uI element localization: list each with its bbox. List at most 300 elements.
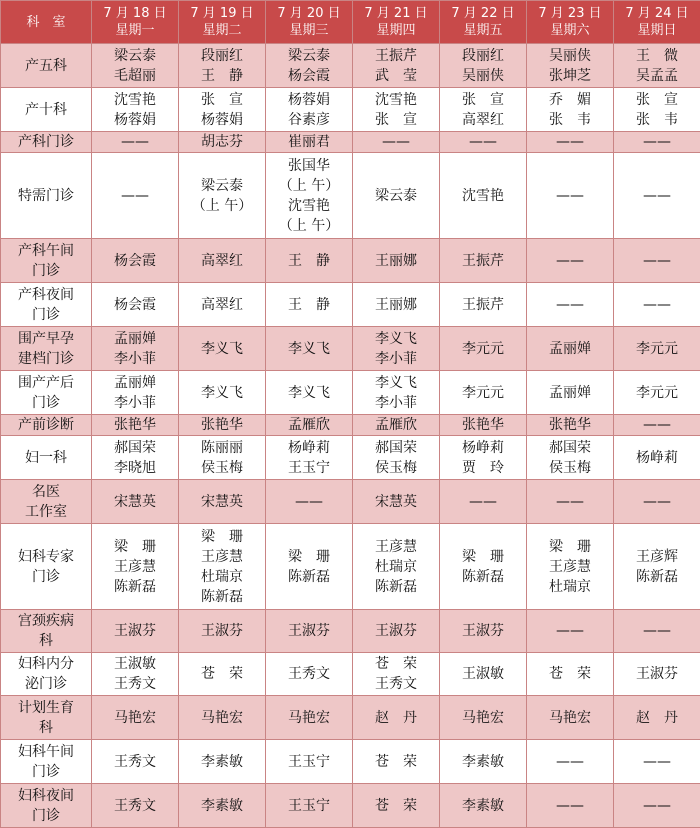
doctor-name: —— [528,621,612,641]
doctor-name: —— [615,186,699,206]
duty-cell [92,653,179,696]
doctor-name: 李素敏 [441,796,525,816]
doctor-name: 梁云泰 [267,46,351,66]
duty-cell [179,696,266,740]
doctor-name: 王淑芬 [441,621,525,641]
duty-cell [527,740,614,784]
duty-cell [92,44,179,88]
duty-cell [353,153,440,239]
doctor-name: 王秀文 [93,796,177,816]
doctor-name: 王秀文 [354,674,438,694]
doctor-name: 郝国荣 [354,438,438,458]
duty-cell [440,480,527,524]
duty-cell [266,784,353,828]
doctor-name: 李义飞 [180,383,264,403]
dept-cell [1,696,92,740]
duty-cell [440,653,527,696]
duty-cell [353,415,440,436]
doctor-name: 李素敏 [180,752,264,772]
duty-cell [527,153,614,239]
table-row [1,524,700,610]
dept-label: 妇科专家 [2,547,90,567]
dept-label: 工作室 [2,502,90,522]
doctor-name: （上 午） [267,216,351,236]
dept-cell [1,153,92,239]
day-weekday: 星期五 [441,22,525,39]
doctor-name: 梁云泰 [180,176,264,196]
table-row [1,239,700,283]
duty-cell [527,44,614,88]
doctor-name: 杨峥莉 [441,438,525,458]
duty-cell [440,239,527,283]
doctor-name: —— [615,251,699,271]
duty-cell [614,524,700,610]
duty-cell [527,524,614,610]
dept-label: 计划生育 [2,698,90,718]
doctor-name: 郝国荣 [528,438,612,458]
duty-cell [92,696,179,740]
doctor-name: 王淑敏 [441,664,525,684]
table-row [1,283,700,327]
dept-header: 科 室 [1,1,92,44]
doctor-name: 张 韦 [528,110,612,130]
duty-cell [353,132,440,153]
doctor-name: 李素敏 [180,796,264,816]
dept-label: 门诊 [2,393,90,413]
doctor-name: 梁 珊 [180,527,264,547]
duty-cell [614,696,700,740]
duty-cell [179,740,266,784]
doctor-name: —— [93,132,177,152]
day-weekday: 星期日 [615,22,699,39]
duty-cell [527,436,614,480]
doctor-name: —— [615,132,699,152]
duty-cell [92,153,179,239]
doctor-name: （上 午） [180,196,264,216]
doctor-name: 王玉宁 [267,752,351,772]
doctor-name: 张艳华 [93,415,177,435]
doctor-name: 赵 丹 [354,708,438,728]
doctor-name: 李小菲 [354,349,438,369]
doctor-name: 梁 珊 [267,547,351,567]
duty-cell [527,132,614,153]
day-header [527,1,614,44]
dept-label: 科 [2,631,90,651]
doctor-name: —— [354,132,438,152]
doctor-name: 王秀文 [93,752,177,772]
doctor-name: 王淑敏 [93,654,177,674]
table-row [1,44,700,88]
day-date: 7 月 22 日 [441,5,525,22]
doctor-name: —— [528,132,612,152]
duty-cell [440,524,527,610]
doctor-name: 李元元 [615,339,699,359]
doctor-name: 张 宣 [441,90,525,110]
doctor-name: —— [528,752,612,772]
doctor-name: 王 静 [267,251,351,271]
duty-cell [527,610,614,653]
duty-cell [527,371,614,415]
table-row [1,610,700,653]
duty-cell [527,88,614,132]
day-header [266,1,353,44]
dept-label: 特需门诊 [2,186,90,206]
duty-cell [179,283,266,327]
doctor-name: 吴丽侠 [441,66,525,86]
doctor-name: 梁 珊 [93,537,177,557]
duty-cell [92,239,179,283]
doctor-name: —— [267,492,351,512]
duty-cell [614,480,700,524]
duty-cell [92,132,179,153]
doctor-name: —— [528,492,612,512]
day-header [614,1,700,44]
doctor-name: 王彦慧 [354,537,438,557]
doctor-name: 杨会霞 [267,66,351,86]
doctor-name: 杜瑞京 [354,557,438,577]
day-header [440,1,527,44]
duty-cell [527,653,614,696]
doctor-name: —— [615,492,699,512]
duty-cell [353,371,440,415]
duty-cell [179,436,266,480]
doctor-name: 杨会霞 [93,295,177,315]
doctor-name: 乔 媚 [528,90,612,110]
table-row [1,436,700,480]
dept-label: 泌门诊 [2,674,90,694]
day-header [353,1,440,44]
day-weekday: 星期六 [528,22,612,39]
doctor-name: —— [615,295,699,315]
day-date: 7 月 18 日 [93,5,177,22]
doctor-name: 马艳宏 [441,708,525,728]
doctor-name: 陈新磊 [354,577,438,597]
doctor-name: 王淑芬 [93,621,177,641]
duty-cell [179,132,266,153]
doctor-name: 王彦慧 [93,557,177,577]
duty-cell [179,327,266,371]
duty-cell [92,88,179,132]
doctor-name: 梁 珊 [528,537,612,557]
day-date: 7 月 21 日 [354,5,438,22]
doctor-name: 李晓旭 [93,458,177,478]
duty-cell [440,436,527,480]
doctor-name: 苍 荣 [180,664,264,684]
dept-cell [1,371,92,415]
doctor-name: 张 宣 [354,110,438,130]
duty-cell [527,239,614,283]
doctor-name: 梁云泰 [93,46,177,66]
duty-cell [179,653,266,696]
doctor-name: 王彦慧 [528,557,612,577]
doctor-name: 张艳华 [180,415,264,435]
duty-cell [266,44,353,88]
duty-cell [440,153,527,239]
dept-label: 围产早孕 [2,329,90,349]
header-row [1,1,700,44]
duty-cell [440,415,527,436]
day-weekday: 星期四 [354,22,438,39]
duty-cell [614,88,700,132]
dept-cell [1,740,92,784]
doctor-name: 梁云泰 [354,186,438,206]
table-row [1,653,700,696]
dept-cell [1,610,92,653]
duty-cell [92,371,179,415]
duty-cell [614,153,700,239]
doctor-name: 段丽红 [441,46,525,66]
dept-label: 宫颈疾病 [2,611,90,631]
duty-cell [614,653,700,696]
duty-cell [614,436,700,480]
table-row [1,132,700,153]
doctor-name: 李元元 [441,339,525,359]
duty-cell [440,740,527,784]
duty-cell [179,610,266,653]
doctor-name: 郝国荣 [93,438,177,458]
doctor-name: 王淑芬 [354,621,438,641]
doctor-name: 杨蓉娟 [267,90,351,110]
duty-cell [266,653,353,696]
doctor-name: 马艳宏 [180,708,264,728]
doctor-name: 张 宣 [180,90,264,110]
doctor-name: 李义飞 [267,339,351,359]
dept-label: 产十科 [2,100,90,120]
doctor-name: 孟丽婵 [528,383,612,403]
doctor-name: 杜瑞京 [528,577,612,597]
day-date: 7 月 23 日 [528,5,612,22]
doctor-name: 孟丽婵 [528,339,612,359]
duty-cell [440,283,527,327]
doctor-name: 孟丽婵 [93,329,177,349]
duty-cell [179,784,266,828]
doctor-name: 陈新磊 [93,577,177,597]
duty-cell [614,740,700,784]
duty-cell [179,371,266,415]
dept-label: 门诊 [2,567,90,587]
day-header [179,1,266,44]
dept-label: 产科门诊 [2,132,90,152]
doctor-name: 马艳宏 [93,708,177,728]
doctor-name: 侯玉梅 [180,458,264,478]
doctor-name: 陈新磊 [441,567,525,587]
duty-cell [92,740,179,784]
doctor-name: 孟丽婵 [93,373,177,393]
duty-cell [527,283,614,327]
table-row [1,371,700,415]
day-date: 7 月 19 日 [180,5,264,22]
doctor-name: 张艳华 [441,415,525,435]
doctor-name: 王丽娜 [354,251,438,271]
duty-cell [614,283,700,327]
day-weekday: 星期三 [267,22,351,39]
duty-cell [92,784,179,828]
duty-cell [266,524,353,610]
duty-cell [353,610,440,653]
doctor-name: 赵 丹 [615,708,699,728]
duty-cell [440,132,527,153]
doctor-name: 王彦辉 [615,547,699,567]
doctor-name: 宋慧英 [354,492,438,512]
duty-cell [353,653,440,696]
dept-label: 门诊 [2,261,90,281]
duty-cell [353,524,440,610]
doctor-name: 贾 玲 [441,458,525,478]
day-date: 7 月 24 日 [615,5,699,22]
duty-cell [266,153,353,239]
doctor-name: 宋慧英 [180,492,264,512]
duty-cell [266,436,353,480]
doctor-name: 王振芹 [441,251,525,271]
duty-cell [179,480,266,524]
duty-cell [266,132,353,153]
duty-cell [527,784,614,828]
duty-cell [527,696,614,740]
doctor-name: 张国华 [267,156,351,176]
dept-cell [1,88,92,132]
dept-cell [1,327,92,371]
doctor-name: —— [615,796,699,816]
duty-cell [353,740,440,784]
duty-cell [353,283,440,327]
doctor-name: 高翠红 [180,251,264,271]
doctor-name: 张 宣 [615,90,699,110]
dept-cell [1,524,92,610]
doctor-name: 苍 荣 [354,654,438,674]
dept-label: 产五科 [2,56,90,76]
duty-cell [266,283,353,327]
day-date: 7 月 20 日 [267,5,351,22]
table-row [1,784,700,828]
duty-cell [353,436,440,480]
duty-cell [92,524,179,610]
doctor-name: 李元元 [615,383,699,403]
duty-cell [440,696,527,740]
doctor-name: （上 午） [267,176,351,196]
duty-cell [527,415,614,436]
duty-cell [614,610,700,653]
duty-cell [440,44,527,88]
doctor-name: 王 静 [267,295,351,315]
doctor-name: 王 静 [180,66,264,86]
doctor-name: 张 韦 [615,110,699,130]
dept-label: 产科夜间 [2,285,90,305]
doctor-name: 陈新磊 [615,567,699,587]
doctor-name: 李元元 [441,383,525,403]
duty-cell [266,327,353,371]
doctor-name: 王彦慧 [180,547,264,567]
table-row [1,415,700,436]
doctor-name: 王淑芬 [615,664,699,684]
day-header [92,1,179,44]
doctor-name: 杨峥莉 [615,448,699,468]
duty-cell [353,480,440,524]
dept-cell [1,239,92,283]
duty-cell [179,44,266,88]
doctor-name: 沈雪艳 [441,186,525,206]
doctor-name: —— [615,621,699,641]
doctor-name: 孟雁欣 [354,415,438,435]
duty-cell [266,88,353,132]
doctor-name: 苍 荣 [354,796,438,816]
duty-cell [440,327,527,371]
duty-cell [614,239,700,283]
table-row [1,480,700,524]
doctor-name: 高翠红 [180,295,264,315]
doctor-name: 苍 荣 [528,664,612,684]
doctor-name: 李小菲 [93,349,177,369]
duty-cell [92,283,179,327]
dept-label: 妇科午间 [2,742,90,762]
doctor-name: 王淑芬 [180,621,264,641]
doctor-name: 苍 荣 [354,752,438,772]
doctor-name: 高翠红 [441,110,525,130]
table-row [1,327,700,371]
duty-cell [440,610,527,653]
doctor-name: —— [528,295,612,315]
doctor-name: 胡志芬 [180,132,264,152]
day-weekday: 星期一 [93,22,177,39]
doctor-name: —— [441,492,525,512]
dept-label: 门诊 [2,806,90,826]
doctor-name: 沈雪艳 [93,90,177,110]
duty-cell [614,371,700,415]
doctor-name: 杨峥莉 [267,438,351,458]
doctor-name: 王淑芬 [267,621,351,641]
doctor-name: 李小菲 [354,393,438,413]
doctor-name: 杨蓉娟 [180,110,264,130]
duty-cell [614,415,700,436]
doctor-name: 孟雁欣 [267,415,351,435]
doctor-name: 王振芹 [441,295,525,315]
dept-cell [1,480,92,524]
doctor-name: 陈新磊 [180,587,264,607]
dept-label: 门诊 [2,305,90,325]
duty-cell [353,696,440,740]
duty-cell [92,327,179,371]
duty-cell [527,327,614,371]
duty-cell [179,415,266,436]
doctor-name: —— [528,251,612,271]
duty-cell [353,784,440,828]
duty-cell [440,88,527,132]
duty-cell [179,88,266,132]
table-row [1,740,700,784]
doctor-name: 李义飞 [354,329,438,349]
duty-cell [353,88,440,132]
day-weekday: 星期二 [180,22,264,39]
doctor-name: 侯玉梅 [528,458,612,478]
dept-cell [1,415,92,436]
doctor-name: 沈雪艳 [267,196,351,216]
dept-label: 妇一科 [2,448,90,468]
dept-cell [1,132,92,153]
dept-cell [1,784,92,828]
doctor-name: 宋慧英 [93,492,177,512]
dept-label: 门诊 [2,762,90,782]
doctor-name: —— [528,796,612,816]
table-row [1,696,700,740]
dept-label: 围产产后 [2,373,90,393]
duty-cell [92,415,179,436]
dept-label: 产前诊断 [2,415,90,435]
doctor-name: 杨蓉娟 [93,110,177,130]
doctor-name: 谷素彦 [267,110,351,130]
doctor-name: 马艳宏 [528,708,612,728]
dept-label: 建档门诊 [2,349,90,369]
doctor-name: —— [615,415,699,435]
doctor-name: 吴孟孟 [615,66,699,86]
